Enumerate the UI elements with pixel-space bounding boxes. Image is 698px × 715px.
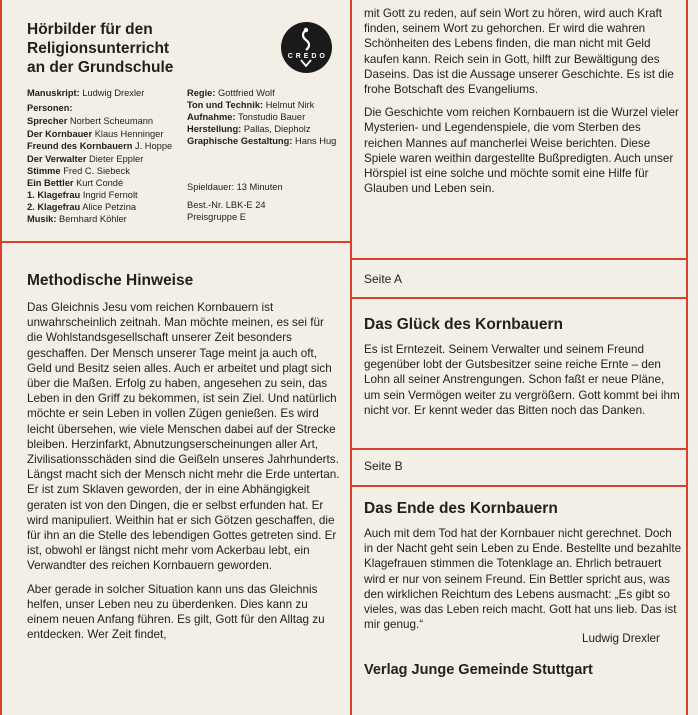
cast-klagefrau-1: 1. Klagefrau Ingrid Fernolt bbox=[27, 190, 138, 200]
side-a-text: Es ist Erntezeit. Seinem Verwalter und seinem Freund gegenüber lobt der Gutsbesitzer seine reiche Ernte – den Lohn all seiner Anstrengungen. Schon faßt er neue Pläne, um sein Vermögen weiter zu vergrößern. Gott kommt bei ihm nicht vor. Er kennt weder das Bitten noch das Danken. bbox=[364, 343, 680, 417]
divider-vertical bbox=[350, 0, 352, 715]
cast-freund: Freund des Kornbauern J. Hoppe bbox=[27, 141, 173, 151]
side-b-heading: Das Ende des Kornbauern bbox=[364, 500, 558, 517]
personen-label: Personen: bbox=[27, 103, 73, 113]
right-continuation bbox=[364, 6, 682, 254]
cast-stimme: Stimme Fred C. Siebeck bbox=[27, 166, 130, 176]
side-a-section bbox=[364, 315, 682, 445]
cast-musik: Musik: Bernhard Köhler bbox=[27, 214, 127, 224]
left-column bbox=[27, 271, 341, 711]
publisher: Verlag Junge Gemeinde Stuttgart bbox=[364, 662, 593, 678]
cast-verwalter: Der Verwalter Dieter Eppler bbox=[27, 154, 144, 164]
title-line-3: an der Grundschule bbox=[27, 59, 174, 76]
divider-side-b-bottom bbox=[352, 485, 688, 487]
manuskript: Manuskript: Ludwig Drexler bbox=[27, 88, 145, 98]
side-a-label: Seite A bbox=[364, 272, 403, 286]
cast-sprecher: Sprecher Norbert Scheumann bbox=[27, 116, 154, 126]
crew-regie: Regie: Gottfried Wolf bbox=[187, 88, 275, 98]
signature: Ludwig Drexler bbox=[582, 632, 660, 645]
divider-side-b-top bbox=[352, 448, 688, 450]
divider-side-a-top bbox=[352, 258, 688, 260]
divider-right-edge bbox=[686, 0, 688, 715]
side-a-heading: Das Glück des Kornbauern bbox=[364, 316, 563, 333]
divider-header bbox=[0, 241, 352, 243]
divider-left-edge bbox=[0, 0, 2, 715]
crew-grafik: Graphische Gestaltung: Hans Hug bbox=[187, 136, 337, 146]
divider-side-a-bottom bbox=[352, 297, 688, 299]
left-paragraph-2: Aber gerade in solcher Situation kann uns das Gleichnis helfen, unser Leben neu zu überdenken. Dies kann zu einem neuen Anfang führen. Es gilt, Gott für den Alltag zu entdecken. Wer Zeit findet, bbox=[27, 582, 325, 642]
crew-aufnahme: Aufnahme: Tonstudio Bauer bbox=[187, 112, 306, 122]
credo-logo bbox=[281, 22, 332, 73]
crew-ton: Ton und Technik: Helmut Nirk bbox=[187, 100, 315, 110]
spieldauer: Spieldauer: 13 Minuten bbox=[187, 182, 283, 192]
cast-klagefrau-2: 2. Klagefrau Alice Petzina bbox=[27, 202, 137, 212]
right-paragraph-1: mit Gott zu reden, auf sein Wort zu hören, wird auch Kraft finden, seinem Wort zu gehorchen. Er wird die wahren Schönheiten des Lebens finden, die man nicht mit Geld kaufen kann. Reich sein in Gott, hilft zur Bewältigung des Daseins. Das ist die Aussage unserer Geschichte. Es ist die frohe Botschaft des Evangeliums. bbox=[364, 7, 674, 97]
cast-bettler: Ein Bettler Kurt Condé bbox=[27, 178, 124, 188]
title-line-1: Hörbilder für den bbox=[27, 21, 153, 38]
title bbox=[27, 20, 267, 77]
left-heading: Methodische Hinweise bbox=[27, 272, 194, 289]
credo-logo-icon bbox=[281, 22, 332, 73]
side-b-section bbox=[364, 499, 682, 651]
title-line-2: Religionsunterricht bbox=[27, 40, 170, 57]
side-b-text: Auch mit dem Tod hat der Kornbauer nicht gerechnet. Doch in der Nacht geht sein Leben zu Ende. Bestellte und bezahlte Klagefrauen stimmen die Totenklage an. Ehrlich betrauert wird er nur von seinem Freund. Ein Bettler spricht aus, was den wirklichen Reichtum des Lebens ausmacht: „Es gibt so vieles, was das Leben reich macht. Gott hat uns lieb. Das ist mir genug.“ bbox=[364, 527, 682, 632]
cast-kornbauer: Der Kornbauer Klaus Henninger bbox=[27, 129, 164, 139]
right-paragraph-2: Die Geschichte vom reichen Kornbauern ist die Wurzel vieler Mysterien- und Legendenspiele, die vom Sterben des reichen Mannes auf mancherlei Weise berichten. Diese Spiele waren weithin dargestellte Bußpredigten. Auch unser Hörspiel ist eine solche und möchte somit eine Hilfe für Glauben und Leben sein. bbox=[364, 106, 679, 196]
left-paragraph-1: Das Gleichnis Jesu vom reichen Kornbauern ist unwahrscheinlich zeitnah. Man möchte meinen, es sei für die Wohlstandsgesellschaft unserer Zeit besonders geschaffen. Der Mensch unserer Tage meint ja auch oft, Geld und Besitz seien alles. Auch er arbeitet und plagt sich über die Maßen. Erfolg zu haben, angesehen zu sein, das Leben in den Griff zu bekommen, ist sein Ziel. Und natürlich möchte er sein Leben in vollen Zügen genießen. Es wird leicht übersehen, wie viele Menschen dabei auf der Strecke bleiben. Herzinfarkt, Abnutzungserscheinungen aller Art, Zivilisationsschäden sind die Geißeln unseres Jahrhunderts. Längst macht sich der Mensch nicht mehr die Erde untertan. Er ist zum Sklaven geworden, der in eine Abhängigkeit geraten ist von den Dingen, die er selbst erfunden hat. Er wird manipuliert. Weithin hat er sich Götzen geschaffen, die für ihn an die Stelle des lebendigen Gottes getreten sind. Er ist, obwohl er längst nicht mehr vom Ackerbau lebt, ein Verwandter des reichen Kornbauern geworden. bbox=[27, 301, 340, 573]
bestell-nr: Best.-Nr. LBK-E 24 bbox=[187, 200, 266, 210]
logo-text: C R E D O bbox=[287, 53, 326, 60]
preisgruppe: Preisgruppe E bbox=[187, 212, 246, 222]
side-b-label: Seite B bbox=[364, 459, 403, 473]
crew-herstellung: Herstellung: Pallas, Diepholz bbox=[187, 124, 311, 134]
